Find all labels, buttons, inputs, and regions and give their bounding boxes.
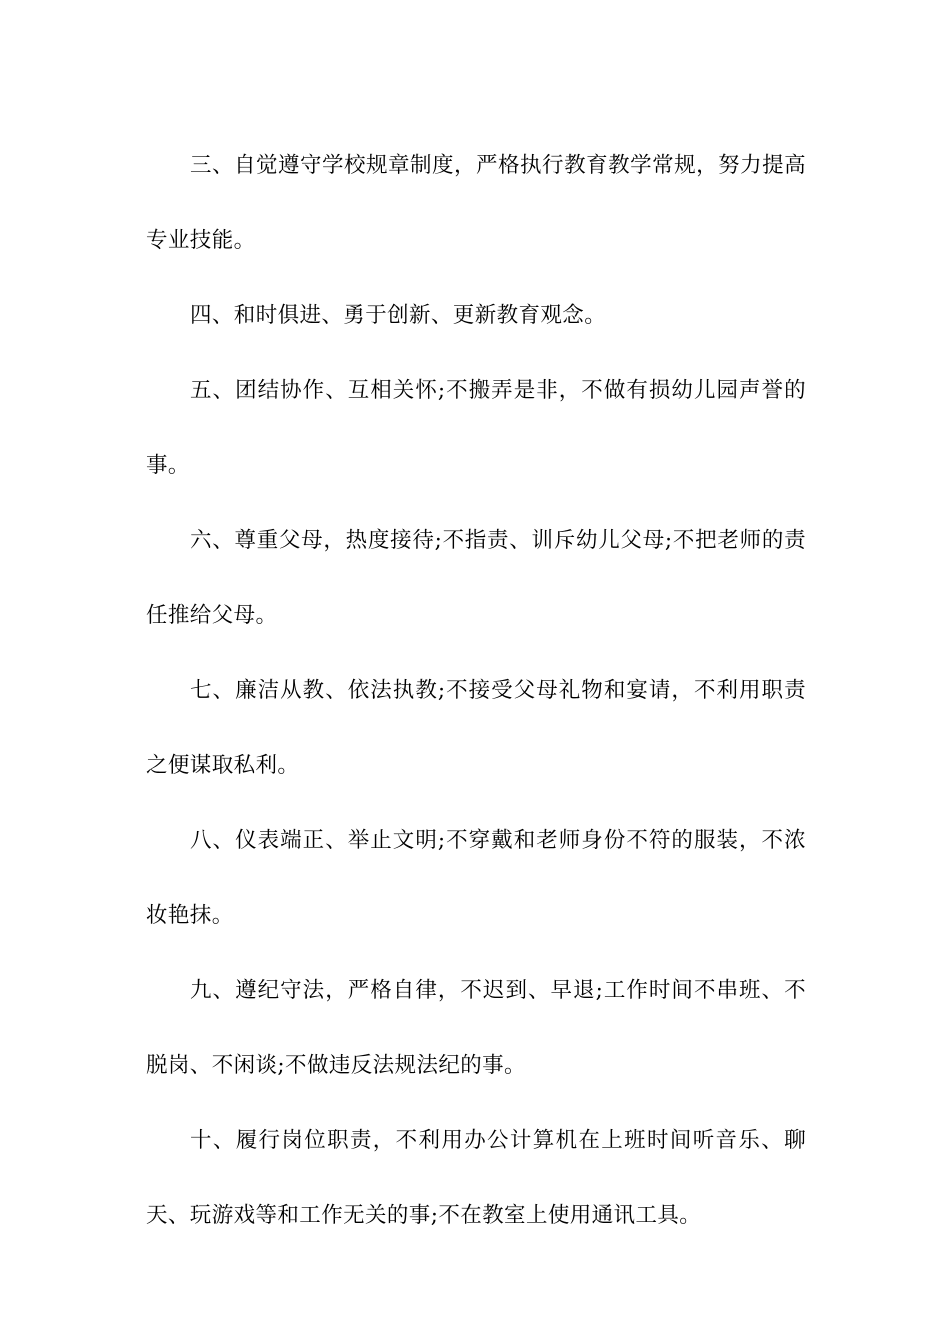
paragraph-8: 八、仪表端正、举止文明;不穿戴和老师身份不符的服装，不浓妆艳抹。 (146, 828, 806, 928)
paragraph-6: 六、尊重父母，热度接待;不指责、训斥幼儿父母;不把老师的责任推给父母。 (146, 528, 806, 628)
paragraph-10: 十、履行岗位职责，不利用办公计算机在上班时间听音乐、聊天、玩游戏等和工作无关的事;不在教室上使用通讯工具。 (146, 1128, 806, 1228)
paragraph-4: 四、和时俱进、勇于创新、更新教育观念。 (190, 303, 607, 328)
paragraph-9: 九、遵纪守法，严格自律，不迟到、早退;工作时间不串班、不脱岗、不闲谈;不做违反法规法纪的事。 (146, 978, 806, 1078)
paragraph-7: 七、廉洁从教、依法执教;不接受父母礼物和宴请，不利用职责之便谋取私利。 (146, 678, 806, 778)
document-body (146, 128, 806, 1253)
paragraph-5: 五、团结协作、互相关怀;不搬弄是非，不做有损幼儿园声誉的事。 (146, 378, 806, 478)
paragraph-3: 三、自觉遵守学校规章制度，严格执行教育教学常规，努力提高专业技能。 (146, 153, 806, 253)
